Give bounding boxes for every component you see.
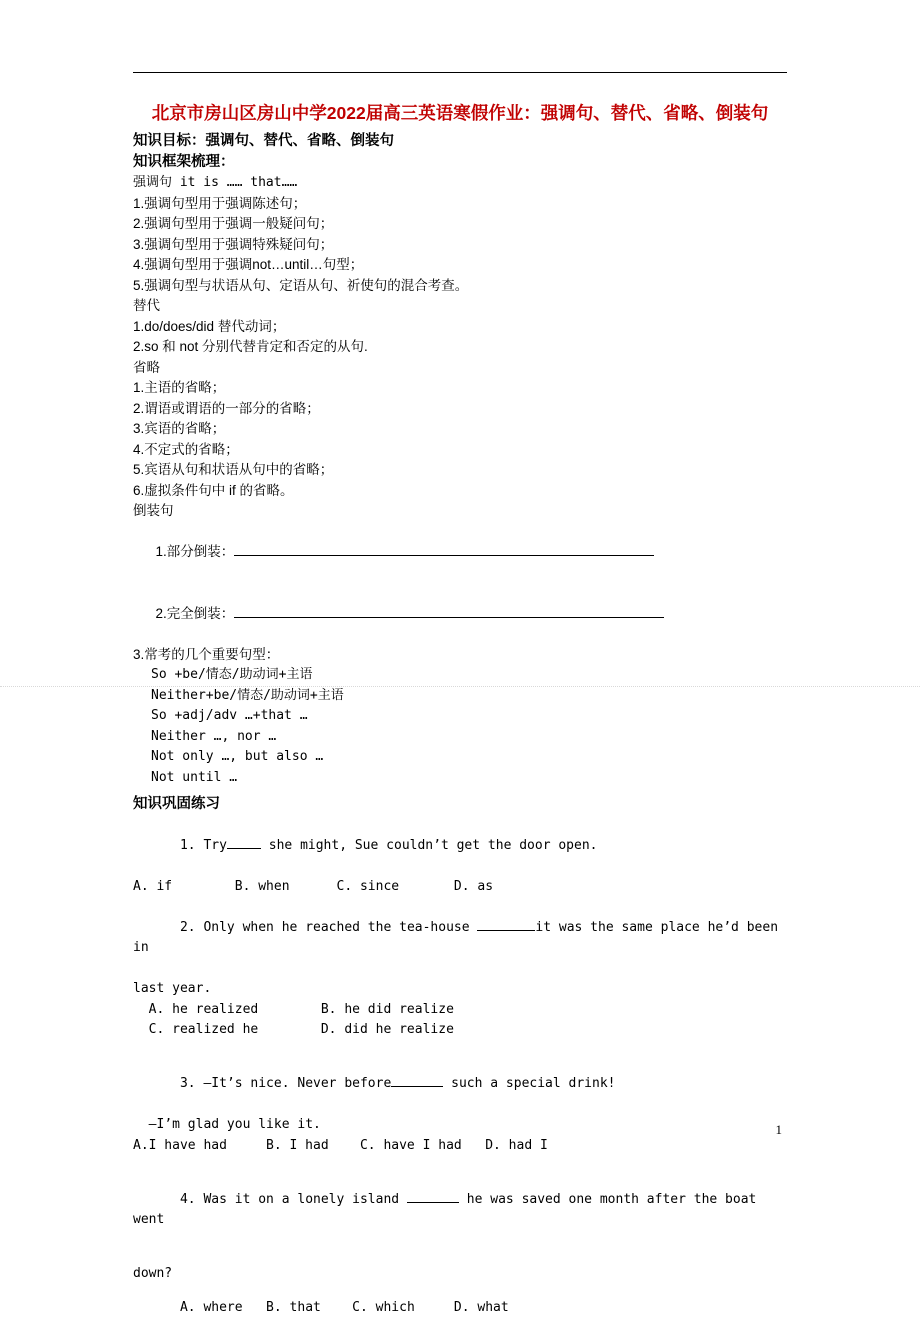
section-item: 6.虚拟条件句中 if 的省略。	[133, 481, 787, 502]
section-item: 1.do/does/did 替代动词；	[133, 317, 787, 338]
knowledge-framework-heading: 知识框架梳理：	[133, 152, 787, 173]
question-3-options[interactable]: A.I have had B. I had C. have I had D. had I	[133, 1136, 787, 1157]
question-1-options[interactable]: A. if B. when C. since D. as	[133, 877, 787, 898]
question-3-stem-line2: —I’m glad you like it.	[133, 1115, 787, 1136]
section-item: 5.宾语从句和状语从句中的省略；	[133, 460, 787, 481]
inversion-pattern: Not until …	[133, 768, 787, 789]
section-item: 4.不定式的省略；	[133, 440, 787, 461]
section-heading-substitution: 替代	[133, 296, 787, 317]
question-4-text-cont: he was saved one month after the boat went	[133, 1192, 764, 1228]
section-item-with-blank	[133, 522, 787, 584]
question-4-text: 4. Was it on a lonely island	[180, 1192, 407, 1207]
section-item-with-blank	[133, 583, 787, 645]
question-2-options-b[interactable]: C. realized he D. did he realize	[133, 1020, 787, 1041]
inversion-pattern: Neither+be/情态/助动词+主语	[133, 686, 787, 707]
question-3-text: 3. —It’s nice. Never before	[180, 1076, 391, 1091]
section-item: 3.常考的几个重要句型：	[133, 645, 787, 666]
answer-blank[interactable]	[391, 1074, 443, 1087]
section-heading-emphasis: 强调句 it is …… that……	[133, 173, 787, 194]
section-item: 1.强调句型用于强调陈述句；	[133, 194, 787, 215]
question-2-text-cont: it was the same place he’d been in	[133, 920, 786, 956]
question-3-stem	[133, 1054, 787, 1116]
answer-blank[interactable]	[234, 604, 664, 618]
question-1-text: 1. Try	[180, 838, 227, 853]
section-item: 3.强调句型用于强调特殊疑问句；	[133, 235, 787, 256]
section-item: 2.强调句型用于强调一般疑问句；	[133, 214, 787, 235]
section-item: 2.so 和 not 分别代替肯定和否定的从句.	[133, 337, 787, 358]
section-heading-ellipsis: 省略	[133, 358, 787, 379]
knowledge-objective: 知识目标：强调句、替代、省略、倒装句	[133, 131, 787, 152]
section-item: 2.谓语或谓语的一部分的省略；	[133, 399, 787, 420]
question-4-options[interactable]: A. where B. that C. which D. what	[133, 1298, 787, 1318]
page-fold-marker	[0, 686, 920, 687]
header-rule	[133, 72, 787, 73]
question-2-stem	[133, 897, 787, 979]
section-item: 3.宾语的省略；	[133, 419, 787, 440]
question-4-stem	[133, 1169, 787, 1251]
section-item: 4.强调句型用于强调not…until…句型；	[133, 255, 787, 276]
section-item: 1.主语的省略；	[133, 378, 787, 399]
question-1-text-cont: she might, Sue couldn’t get the door open.	[261, 838, 598, 853]
question-2-text: 2. Only when he reached the tea-house	[180, 920, 477, 935]
question-2-stem-line2: last year.	[133, 979, 787, 1000]
section-item: 5.强调句型与状语从句、定语从句、祈使句的混合考查。	[133, 276, 787, 297]
answer-blank[interactable]	[227, 836, 261, 849]
practice-heading: 知识巩固练习	[133, 794, 787, 815]
answer-blank[interactable]	[477, 918, 535, 931]
question-2-options-a[interactable]: A. he realized B. he did realize	[133, 1000, 787, 1021]
page-title: 北京市房山区房山中学2022届高三英语寒假作业：强调句、替代、省略、倒装句	[133, 100, 787, 127]
question-1-stem	[133, 815, 787, 877]
answer-blank[interactable]	[407, 1190, 459, 1203]
inversion-pattern: Not only …, but also …	[133, 747, 787, 768]
section-heading-inversion: 倒装句	[133, 501, 787, 522]
section-item-label: 1.部分倒装：	[156, 544, 235, 559]
question-3-text-cont: such a special drink!	[443, 1076, 615, 1091]
question-4-stem-line2: down?	[133, 1264, 787, 1285]
section-item-label: 2.完全倒装：	[156, 606, 235, 621]
page-number: 1	[776, 1122, 783, 1138]
document-body	[133, 100, 787, 1318]
inversion-pattern: So +adj/adv …+that …	[133, 706, 787, 727]
inversion-pattern: So +be/情态/助动词+主语	[133, 665, 787, 686]
inversion-pattern: Neither …, nor …	[133, 727, 787, 748]
answer-blank[interactable]	[234, 542, 654, 556]
